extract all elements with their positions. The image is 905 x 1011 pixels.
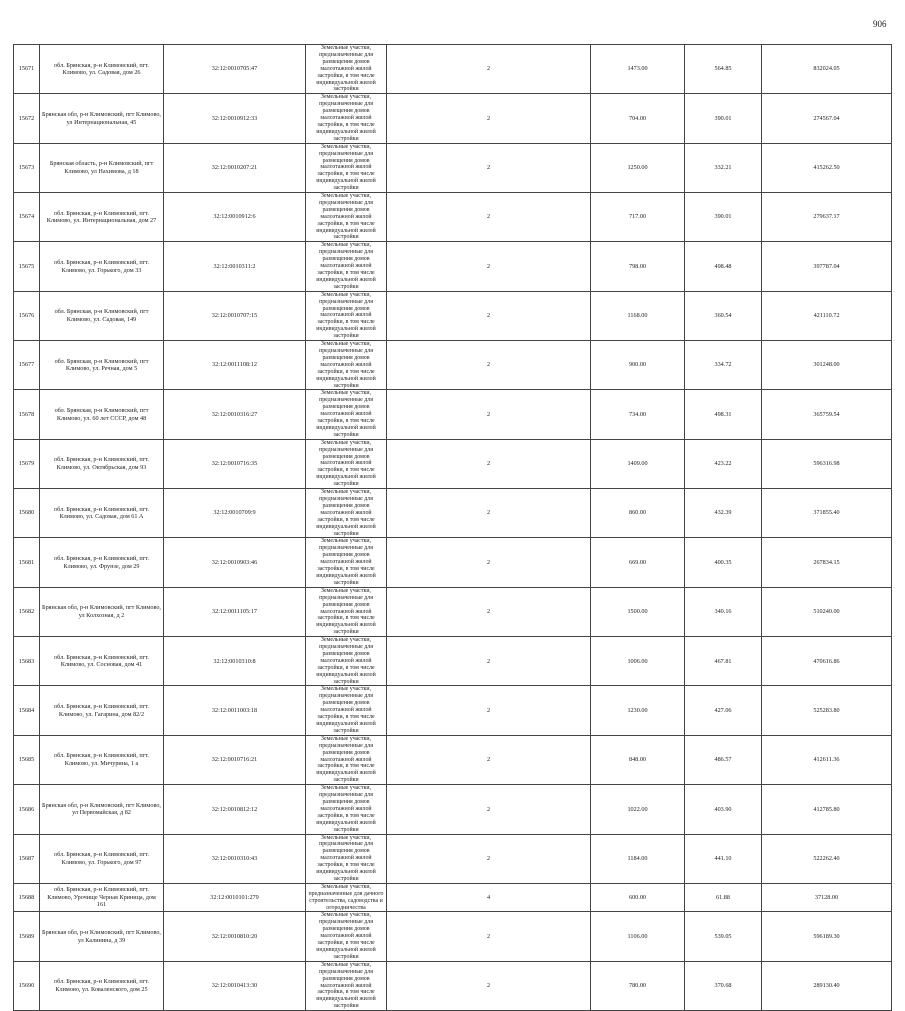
group-cell: 2	[387, 341, 591, 390]
cadastral-value-cell: 274567.04	[762, 94, 892, 143]
area-cell: 780.00	[591, 961, 685, 1010]
group-cell: 2	[387, 143, 591, 192]
table-row	[14, 341, 892, 390]
area-cell: 1168.00	[591, 291, 685, 340]
area-cell: 1250.00	[591, 143, 685, 192]
cadastral-number-cell: 32:12:0011108:12	[164, 341, 306, 390]
address-cell: обл. Брянская, р-н Климовский, пгт. Климово, ул. Октябрьская, дом 93	[40, 439, 164, 488]
land-use-cell: Земельные участки, предназначенные для дачного строительства, садоводства и огородничества	[306, 883, 387, 912]
cadastral-value-cell: 37128.00	[762, 883, 892, 912]
area-cell: 669.00	[591, 538, 685, 587]
table-row	[14, 143, 892, 192]
row-number-cell: 15688	[14, 883, 40, 912]
cadastral-value-cell: 415262.50	[762, 143, 892, 192]
address-cell: обл. Брянская, р-н Климовский, пгт Климово, ул. 60 лет СССР, дом 48	[40, 390, 164, 439]
cadastral-number-cell: 32:12:0010812:12	[164, 785, 306, 834]
cadastral-number-cell: 32:12:0010705:47	[164, 45, 306, 94]
area-cell: 1022.00	[591, 785, 685, 834]
table-row	[14, 883, 892, 912]
area-cell: 704.00	[591, 94, 685, 143]
group-cell: 4	[387, 883, 591, 912]
address-cell: обл. Брянская, р-н Климовский, пгт. Климово, ул. Интернациональная, дом 27	[40, 193, 164, 242]
land-use-cell: Земельные участки, предназначенные для размещения домов малоэтажной жилой застройки, в том числе индивидуальной жилой застройки	[306, 489, 387, 538]
table-row	[14, 45, 892, 94]
cadastral-number-cell: 32:12:0010716:21	[164, 735, 306, 784]
row-number-cell: 15677	[14, 341, 40, 390]
land-use-cell: Земельные участки, предназначенные для размещения домов малоэтажной жилой застройки, в том числе индивидуальной жилой застройки	[306, 834, 387, 883]
table-row	[14, 735, 892, 784]
specific-value-cell: 61.88	[685, 883, 762, 912]
table-row	[14, 587, 892, 636]
table-body	[14, 45, 892, 1011]
cadastral-value-cell: 510240.00	[762, 587, 892, 636]
group-cell: 2	[387, 45, 591, 94]
area-cell: 860.00	[591, 489, 685, 538]
land-use-cell: Земельные участки, предназначенные для размещения домов малоэтажной жилой застройки, в том числе индивидуальной жилой застройки	[306, 242, 387, 291]
cadastral-value-table	[13, 44, 892, 1011]
address-cell: обл. Брянская, р-н Климовский, пгт. Климово, ул. Коваленского, дом 25	[40, 961, 164, 1010]
land-use-cell: Земельные участки, предназначенные для размещения домов малоэтажной жилой застройки, в том числе индивидуальной жилой застройки	[306, 587, 387, 636]
land-use-cell: Земельные участки, предназначенные для размещения домов малоэтажной жилой застройки, в том числе индивидуальной жилой застройки	[306, 686, 387, 735]
table-row	[14, 193, 892, 242]
group-cell: 2	[387, 785, 591, 834]
area-cell: 734.00	[591, 390, 685, 439]
table-row	[14, 489, 892, 538]
cadastral-value-cell: 397787.04	[762, 242, 892, 291]
row-number-cell: 15683	[14, 637, 40, 686]
specific-value-cell: 390.01	[685, 94, 762, 143]
cadastral-number-cell: 32:12:0010903:46	[164, 538, 306, 587]
specific-value-cell: 441.10	[685, 834, 762, 883]
address-cell: обл. Брянская, р-н Климовский, пгт Климово, ул. Речная, дом 5	[40, 341, 164, 390]
table-row	[14, 961, 892, 1010]
cadastral-value-cell: 596189.30	[762, 912, 892, 961]
specific-value-cell: 403.90	[685, 785, 762, 834]
group-cell: 2	[387, 735, 591, 784]
area-cell: 798.00	[591, 242, 685, 291]
area-cell: 1106.00	[591, 912, 685, 961]
row-number-cell: 15676	[14, 291, 40, 340]
group-cell: 2	[387, 637, 591, 686]
area-cell: 1500.00	[591, 587, 685, 636]
group-cell: 2	[387, 439, 591, 488]
specific-value-cell: 467.81	[685, 637, 762, 686]
table-row	[14, 538, 892, 587]
specific-value-cell: 498.48	[685, 242, 762, 291]
specific-value-cell: 360.54	[685, 291, 762, 340]
table-row	[14, 912, 892, 961]
cadastral-value-cell: 371855.40	[762, 489, 892, 538]
address-cell: обл. Брянская, р-н Климовский, пгт. Климово, ул. Сосновая, дом 41	[40, 637, 164, 686]
row-number-cell: 15678	[14, 390, 40, 439]
cadastral-value-cell: 279637.17	[762, 193, 892, 242]
table-row	[14, 637, 892, 686]
land-use-cell: Земельные участки, предназначенные для размещения домов малоэтажной жилой застройки, в том числе индивидуальной жилой застройки	[306, 912, 387, 961]
area-cell: 1473.00	[591, 45, 685, 94]
land-use-cell: Земельные участки, предназначенные для размещения домов малоэтажной жилой застройки, в том числе индивидуальной жилой застройки	[306, 341, 387, 390]
row-number-cell: 15690	[14, 961, 40, 1010]
specific-value-cell: 390.01	[685, 193, 762, 242]
group-cell: 2	[387, 686, 591, 735]
address-cell: Брянская область, р-н Климовский, пгт Климово, ул Нахимова, д 18	[40, 143, 164, 192]
cadastral-value-cell: 289130.40	[762, 961, 892, 1010]
table-row	[14, 785, 892, 834]
row-number-cell: 15680	[14, 489, 40, 538]
group-cell: 2	[387, 94, 591, 143]
land-use-cell: Земельные участки, предназначенные для размещения домов малоэтажной жилой застройки, в том числе индивидуальной жилой застройки	[306, 94, 387, 143]
table-row	[14, 291, 892, 340]
row-number-cell: 15671	[14, 45, 40, 94]
specific-value-cell: 370.68	[685, 961, 762, 1010]
row-number-cell: 15673	[14, 143, 40, 192]
address-cell: обл. Брянская, р-н Климовский, пгт. Климово, ул. Садовая, дом 26	[40, 45, 164, 94]
cadastral-number-cell: 32:12:0010311:2	[164, 242, 306, 291]
specific-value-cell: 334.72	[685, 341, 762, 390]
group-cell: 2	[387, 538, 591, 587]
row-number-cell: 15679	[14, 439, 40, 488]
group-cell: 2	[387, 834, 591, 883]
group-cell: 2	[387, 912, 591, 961]
land-use-cell: Земельные участки, предназначенные для размещения домов малоэтажной жилой застройки, в том числе индивидуальной жилой застройки	[306, 637, 387, 686]
cadastral-number-cell: 32:12:0010101:279	[164, 883, 306, 912]
group-cell: 2	[387, 587, 591, 636]
address-cell: обл. Брянская, р-н Климовский, пгт. Климово, ул. Фрунзе, дом 29	[40, 538, 164, 587]
cadastral-value-cell: 267834.15	[762, 538, 892, 587]
cadastral-value-cell: 596316.98	[762, 439, 892, 488]
cadastral-value-cell: 525283.80	[762, 686, 892, 735]
row-number-cell: 15685	[14, 735, 40, 784]
group-cell: 2	[387, 242, 591, 291]
row-number-cell: 15672	[14, 94, 40, 143]
address-cell: обл. Брянская, р-н Климовский, пгт. Климово, ул. Мичурина, 1 а	[40, 735, 164, 784]
cadastral-number-cell: 32:12:0010810:20	[164, 912, 306, 961]
table-row	[14, 242, 892, 291]
cadastral-number-cell: 32:12:0011105:17	[164, 587, 306, 636]
land-use-cell: Земельные участки, предназначенные для размещения домов малоэтажной жилой застройки, в том числе индивидуальной жилой застройки	[306, 439, 387, 488]
address-cell: обл. Брянская, р-н Климовский, пгт. Климово, ул. Садовая, дом 61 А	[40, 489, 164, 538]
address-cell: Брянская обл, р-н Климовский, пгт Климово, ул Калинина, д 39	[40, 912, 164, 961]
address-cell: Брянская обл, р-н Климовский, пгт Климово, ул Первомайская, д 82	[40, 785, 164, 834]
table-row	[14, 834, 892, 883]
cadastral-value-cell: 301248.00	[762, 341, 892, 390]
address-cell: обл. Брянская, р-н Климовский, пгт. Климово, Урочище Черная Криница, дом 161	[40, 883, 164, 912]
specific-value-cell: 564.85	[685, 45, 762, 94]
row-number-cell: 15674	[14, 193, 40, 242]
cadastral-number-cell: 32:12:0010207:21	[164, 143, 306, 192]
specific-value-cell: 423.22	[685, 439, 762, 488]
cadastral-value-cell: 470616.86	[762, 637, 892, 686]
address-cell: Брянская обл, р-н Климовский, пгт Климово, ул Интернациональная, 45	[40, 94, 164, 143]
address-cell: Брянская обл, р-н Климовский, пгт Климово, ул Колхозная, д 2	[40, 587, 164, 636]
row-number-cell: 15686	[14, 785, 40, 834]
group-cell: 2	[387, 961, 591, 1010]
area-cell: 1230.00	[591, 686, 685, 735]
table-row	[14, 94, 892, 143]
address-cell: обл. Брянская, р-н Климовский, пгт. Климово, ул. Гагарина, дом 82/2	[40, 686, 164, 735]
page-number: 906	[873, 19, 887, 29]
land-use-cell: Земельные участки, предназначенные для размещения домов малоэтажной жилой застройки, в том числе индивидуальной жилой застройки	[306, 735, 387, 784]
area-cell: 1409.00	[591, 439, 685, 488]
cadastral-value-cell: 421110.72	[762, 291, 892, 340]
specific-value-cell: 498.31	[685, 390, 762, 439]
cadastral-number-cell: 32:12:0010413:30	[164, 961, 306, 1010]
row-number-cell: 15684	[14, 686, 40, 735]
cadastral-number-cell: 32:12:0010707:15	[164, 291, 306, 340]
specific-value-cell: 539.05	[685, 912, 762, 961]
land-use-cell: Земельные участки, предназначенные для размещения домов малоэтажной жилой застройки, в том числе индивидуальной жилой застройки	[306, 143, 387, 192]
specific-value-cell: 427.06	[685, 686, 762, 735]
cadastral-number-cell: 32:12:0010316:27	[164, 390, 306, 439]
land-use-cell: Земельные участки, предназначенные для размещения домов малоэтажной жилой застройки, в том числе индивидуальной жилой застройки	[306, 45, 387, 94]
land-use-cell: Земельные участки, предназначенные для размещения домов малоэтажной жилой застройки, в том числе индивидуальной жилой застройки	[306, 961, 387, 1010]
group-cell: 2	[387, 489, 591, 538]
group-cell: 2	[387, 390, 591, 439]
cadastral-number-cell: 32:12:0010310:43	[164, 834, 306, 883]
area-cell: 1184.00	[591, 834, 685, 883]
cadastral-value-cell: 832024.05	[762, 45, 892, 94]
table-row	[14, 390, 892, 439]
row-number-cell: 15681	[14, 538, 40, 587]
specific-value-cell: 400.35	[685, 538, 762, 587]
cadastral-value-cell: 412785.80	[762, 785, 892, 834]
specific-value-cell: 332.21	[685, 143, 762, 192]
address-cell: обл. Брянская, р-н Климовский, пгт Климово, ул. Садовая, 149	[40, 291, 164, 340]
cadastral-value-cell: 522262.40	[762, 834, 892, 883]
row-number-cell: 15689	[14, 912, 40, 961]
area-cell: 900.00	[591, 341, 685, 390]
row-number-cell: 15682	[14, 587, 40, 636]
address-cell: обл. Брянская, р-н Климовский, пгт. Климово, ул. Горького, дом 33	[40, 242, 164, 291]
land-use-cell: Земельные участки, предназначенные для размещения домов малоэтажной жилой застройки, в том числе индивидуальной жилой застройки	[306, 538, 387, 587]
land-use-cell: Земельные участки, предназначенные для размещения домов малоэтажной жилой застройки, в том числе индивидуальной жилой застройки	[306, 291, 387, 340]
area-cell: 1006.00	[591, 637, 685, 686]
land-use-cell: Земельные участки, предназначенные для размещения домов малоэтажной жилой застройки, в том числе индивидуальной жилой застройки	[306, 785, 387, 834]
address-cell: обл. Брянская, р-н Климовский, пгт. Климово, ул. Горького, дом 97	[40, 834, 164, 883]
group-cell: 2	[387, 291, 591, 340]
cadastral-number-cell: 32:12:0010912:33	[164, 94, 306, 143]
cadastral-value-cell: 365759.54	[762, 390, 892, 439]
row-number-cell: 15687	[14, 834, 40, 883]
land-use-cell: Земельные участки, предназначенные для размещения домов малоэтажной жилой застройки, в том числе индивидуальной жилой застройки	[306, 390, 387, 439]
land-use-cell: Земельные участки, предназначенные для размещения домов малоэтажной жилой застройки, в том числе индивидуальной жилой застройки	[306, 193, 387, 242]
cadastral-value-cell: 412611.36	[762, 735, 892, 784]
row-number-cell: 15675	[14, 242, 40, 291]
specific-value-cell: 486.57	[685, 735, 762, 784]
table-row	[14, 686, 892, 735]
specific-value-cell: 340.16	[685, 587, 762, 636]
cadastral-number-cell: 32:12:0010912:6	[164, 193, 306, 242]
specific-value-cell: 432.39	[685, 489, 762, 538]
cadastral-number-cell: 32:12:0011003:18	[164, 686, 306, 735]
cadastral-number-cell: 32:12:0010716:35	[164, 439, 306, 488]
area-cell: 848.00	[591, 735, 685, 784]
group-cell: 2	[387, 193, 591, 242]
area-cell: 600.00	[591, 883, 685, 912]
cadastral-number-cell: 32:12:0010709:9	[164, 489, 306, 538]
table-row	[14, 439, 892, 488]
area-cell: 717.00	[591, 193, 685, 242]
cadastral-number-cell: 32:12:0010310:8	[164, 637, 306, 686]
